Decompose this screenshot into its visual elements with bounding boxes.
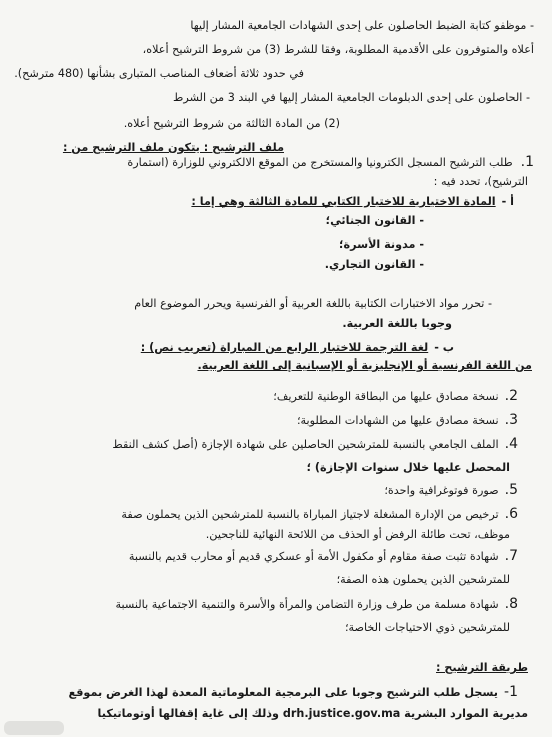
list-item	[42, 154, 534, 171]
option-item: - القانون الجنائي؛	[325, 214, 424, 227]
item-text: المادة الاختيارية للاختبار الكتابي للمادة الثالثة وهي إما :	[191, 195, 496, 208]
section-heading-text: ملف الترشيح : يتكون ملف الترشيح من :	[62, 141, 284, 154]
list-item	[40, 684, 518, 701]
list-item	[110, 412, 518, 429]
item-number: 5.	[504, 482, 518, 498]
item-text: لغة الترجمة للاختبار الرابع من المباراة (تعريب نص) :	[140, 341, 429, 354]
item-text: يسجل طلب الترشيح وجوبا على البرمجية المعلوماتية المعدة لهذا الغرض بموقع	[68, 686, 499, 699]
item-letter: أ -	[501, 195, 514, 208]
list-item	[38, 506, 518, 523]
text-line: للمترشحين الذين يحملون هذه الصفة؛	[336, 573, 510, 586]
text-line: (2) من المادة الثالثة من شروط الترشيح أعلاه.	[123, 117, 340, 130]
item-text: طلب الترشيح المسجل الكترونيا والمستخرج من الموقع الالكتروني للوزارة (استمارة	[127, 156, 513, 169]
list-item	[120, 340, 454, 356]
item-number: 3.	[504, 412, 518, 428]
text-line: - تحرر مواد الاختبارات الكتابية باللغة العربية أو الفرنسية ويحرر الموضوع العام	[134, 297, 492, 310]
item-number: 4.	[504, 436, 518, 452]
list-item	[34, 596, 518, 613]
item-text: الملف الجامعي بالنسبة للمترشحين الحاصلين على شهادة الإجازة (أصل كشف النقط	[112, 438, 499, 451]
text-line: موظف، تحت طائلة الرفض أو الحذف من اللائحة النهائية للناجحين.	[205, 528, 510, 541]
text-line: للمترشحين ذوي الاحتياجات الخاصة؛	[344, 621, 510, 634]
option-item: - مدونة الأسرة؛	[339, 238, 424, 251]
list-item	[40, 436, 518, 453]
list-item	[300, 482, 518, 499]
text-line: - موظفو كتابة الضبط الحاصلون على إحدى الشهادات الجامعية المشار إليها	[190, 19, 534, 32]
watermark-mark	[4, 721, 64, 735]
item-letter: ب -	[434, 341, 454, 354]
section-heading-text: طريقة الترشيح :	[436, 661, 528, 674]
list-item	[110, 388, 518, 405]
option-item: - القانون التجاري.	[324, 258, 424, 271]
text-line: من اللغة الفرنسية أو الإنجليزية أو الإسبانية إلى اللغة العربية.	[197, 359, 532, 372]
item-number: 2.	[504, 388, 518, 404]
item-text: نسخة مصادق عليها من الشهادات المطلوبة؛	[296, 414, 499, 427]
text-line: - الحاصلون على إحدى الدبلومات الجامعية المشار إليها في البند 3 من الشرط	[173, 91, 530, 104]
list-item	[38, 548, 518, 565]
item-text: صورة فوتوغرافية واحدة؛	[384, 484, 499, 497]
text-line: المحصل عليها خلال سنوات الإجازة) ؛	[306, 461, 510, 474]
item-text: شهادة مسلمة من طرف وزارة التضامن والمرأة والأسرة والتنمية الاجتماعية بالنسبة	[115, 598, 499, 611]
text-line: الترشيح)، تحدد فيه :	[433, 175, 528, 188]
text-line: مديرية الموارد البشرية drh.justice.gov.ma وذلك إلى غاية إقفالها أوتوماتيكيا	[97, 707, 528, 720]
item-number: 6.	[504, 506, 518, 522]
item-number: 1-	[504, 684, 518, 700]
text-line: في حدود ثلاثة أضعاف المناصب المتبارى بشأنها (480 مترشح).	[14, 67, 304, 80]
item-text: شهادة تثبت صفة مقاوم أو مكفول الأمة أو عسكري قديم أو محارب قديم بالنسبة	[128, 550, 499, 563]
item-number: 1.	[520, 154, 534, 170]
text-line: أعلاه والمتوفرون على الأقدمية المطلوبة، وفقا للشرط (3) من شروط الترشيح أعلاه،	[142, 43, 534, 56]
section-heading	[420, 660, 528, 676]
item-text: ترخيص من الإدارة المشغلة لاجتياز المباراة بالنسبة للمترشحين الذين يحملون صفة	[121, 508, 499, 521]
text-line: وجوبا باللغة العربية.	[342, 317, 452, 330]
item-text: نسخة مصادق عليها من البطاقة الوطنية للتعريف؛	[273, 390, 499, 403]
list-item	[160, 194, 514, 210]
item-number: 8.	[504, 596, 518, 612]
item-number: 7.	[504, 548, 518, 564]
